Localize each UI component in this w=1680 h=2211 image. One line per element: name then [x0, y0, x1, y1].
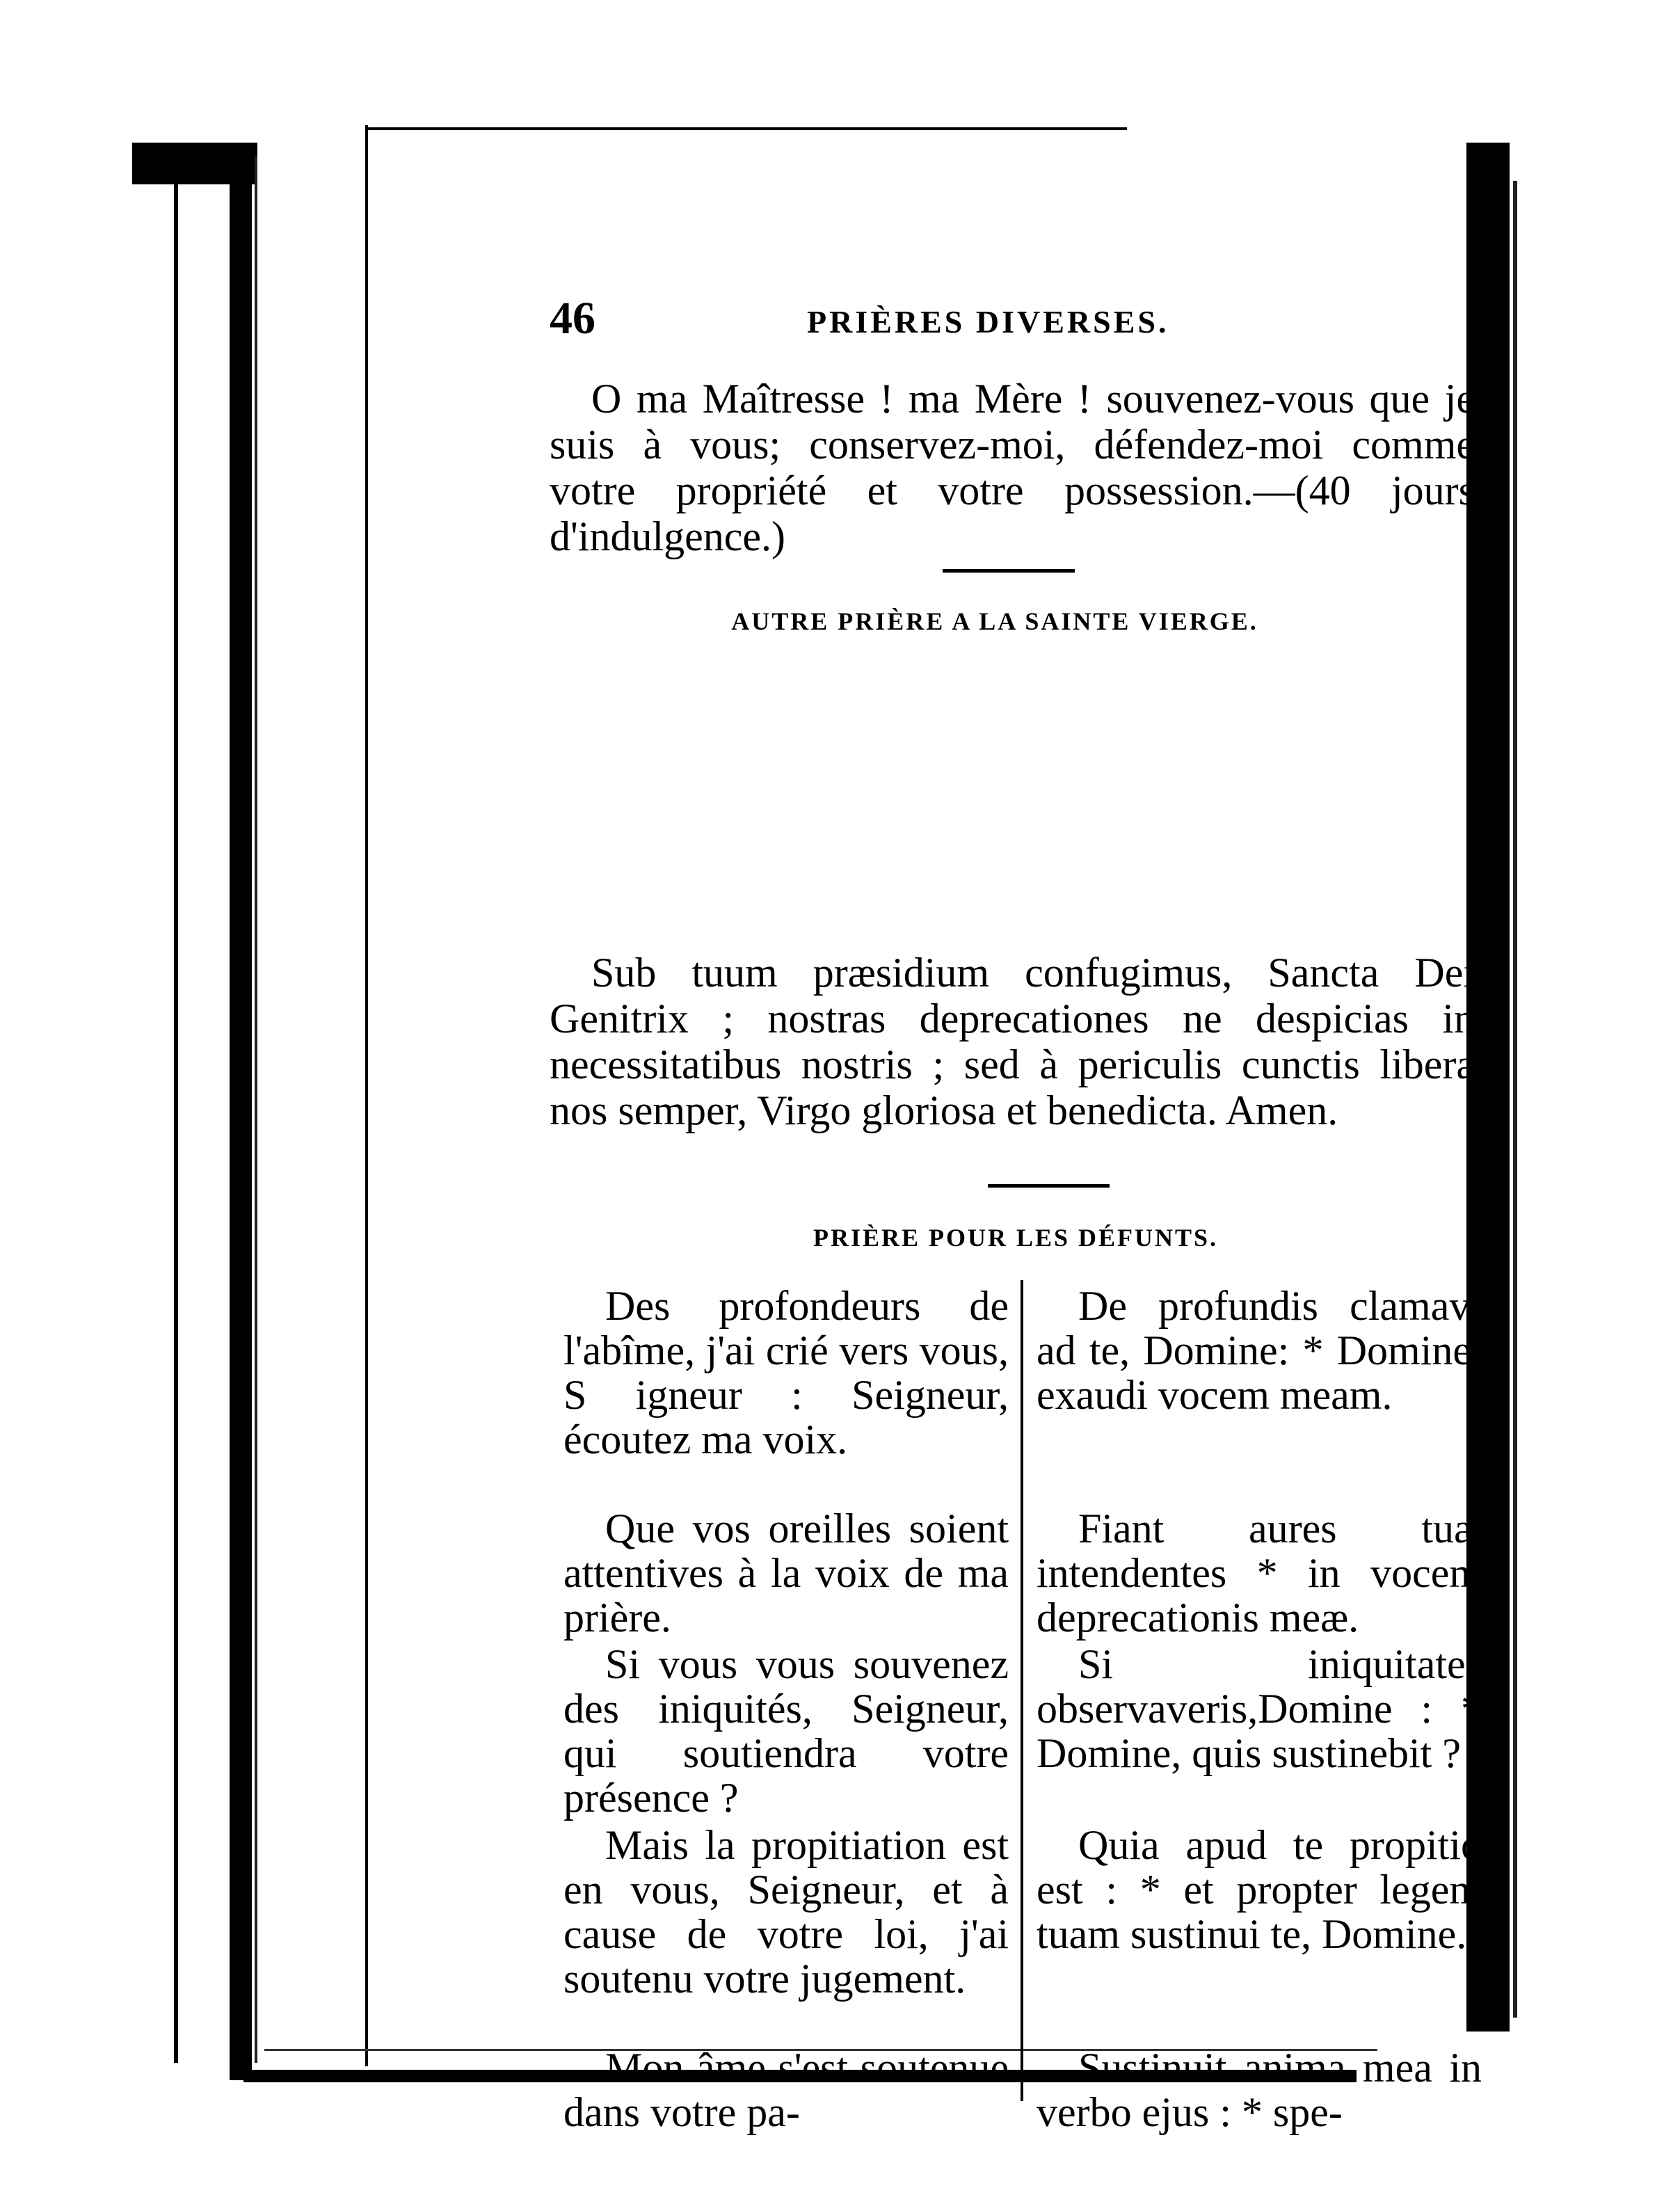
page-number: 46 — [550, 293, 595, 344]
psalm-verse-french: Que vos oreilles soient attentives à la voix de ma prière. — [563, 1506, 1009, 1641]
page-border-left — [365, 125, 368, 2066]
psalm-verse-latin: Quia apud te propitio est : * et propter legem tuam sustinui te, Domine. — [1037, 1822, 1482, 1957]
intro-paragraph: O ma Maîtresse ! ma Mère ! souvenez-vous que je suis à vous; conservez-moi, défendez-moi comme votre propriété et votre possession.—(40 jours d'indulgence.) — [550, 376, 1475, 559]
psalm-verse-french: Si vous vous souvenez des iniquités, Seigneur, qui soutiendra votre présence ? — [563, 1641, 1009, 1821]
psalm-verse-french: Mais la propitiation est en vous, Seigneur, et à cause de votre loi, j'ai soutenu votre jugement. — [563, 1822, 1009, 2002]
section-title: PRIÈRE POUR LES DÉFUNTS. — [813, 1224, 1219, 1252]
section-divider — [943, 569, 1075, 573]
psalm-verse-french: Mon âme s'est soutenue dans votre pa- — [563, 2045, 1009, 2135]
running-head-title: PRIÈRES DIVERSES. — [807, 304, 1169, 340]
psalm-verse-latin: De profundis clamavi ad te, Domine: * Domine, exaudi vocem meam. — [1037, 1283, 1482, 1418]
section-divider — [988, 1184, 1110, 1188]
psalm-verse-latin: Sustinuit anima mea in verbo ejus : * spe- — [1037, 2045, 1482, 2135]
scan-edge-left — [230, 160, 252, 2080]
prayer-paragraph: Sub tuum præsidium confugimus, Sancta Dei Genitrix ; nostras deprecationes ne despicias in necessitatibus nostris ; sed à periculis cunctis libera nos semper, Virgo gloriosa et benedicta. Amen. — [550, 950, 1475, 1133]
page-border-top — [365, 127, 1127, 130]
psalm-verse-french: Des profondeurs de l'abîme, j'ai crié vers vous, S igneur : Seigneur, écoutez ma voix. — [563, 1283, 1009, 1462]
psalm-verse-latin: Si iniquitates observaveris,Domine : * Domine, quis sustinebit ? — [1037, 1641, 1482, 1776]
section-title: AUTRE PRIÈRE A LA SAINTE VIERGE. — [731, 607, 1258, 635]
psalm-verse-latin: Fiant aures tuæ intendentes * in vocem deprecationis meæ. — [1037, 1506, 1482, 1641]
column-divider — [1021, 1280, 1023, 2101]
scan-edge-right-thin — [1513, 181, 1517, 2018]
running-head — [550, 292, 1482, 355]
